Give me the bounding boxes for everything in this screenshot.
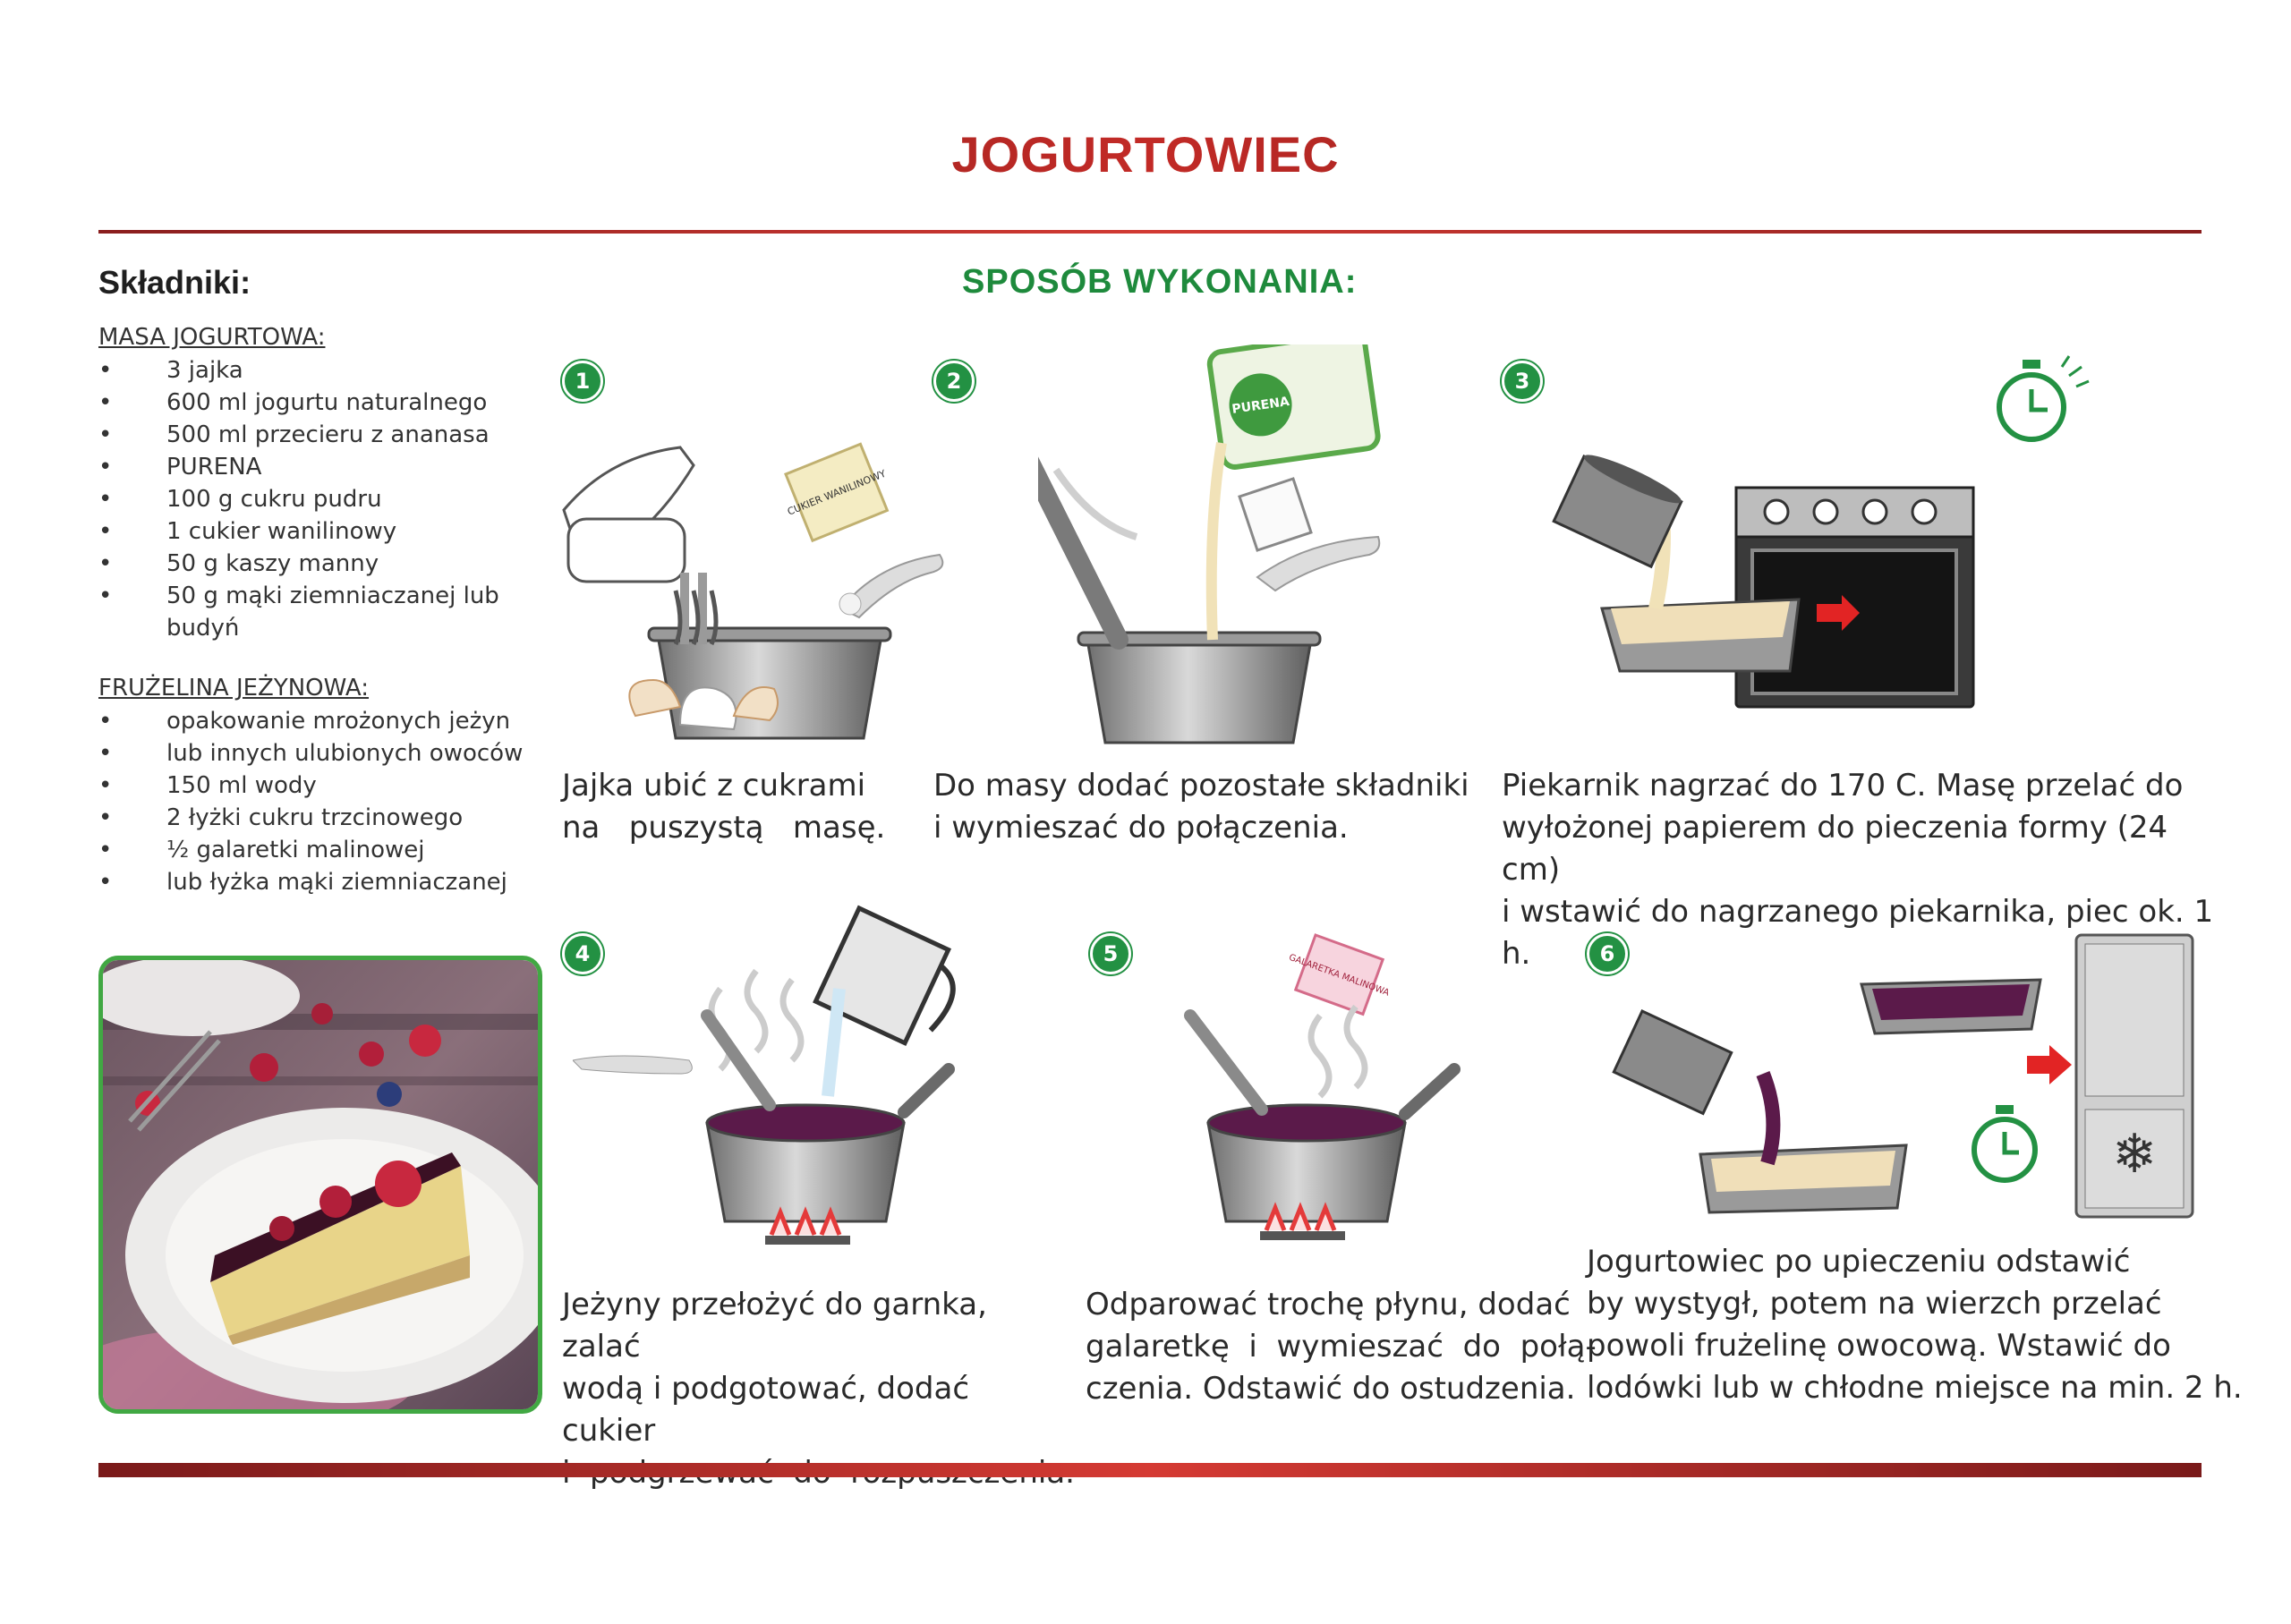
ingredient-item: • 2 łyżki cukru trzcinowego xyxy=(98,802,564,834)
arrow-icon xyxy=(2027,1045,2072,1084)
step-4-number: 4 xyxy=(562,933,603,974)
mass-section-title: MASA JOGURTOWA: xyxy=(98,324,326,351)
ingredient-item: • 500 ml przecieru z ananasa xyxy=(98,419,564,451)
snowflake-icon: ❄ xyxy=(2111,1123,2158,1186)
step-4-line: wodą i podgotować, dodać cukier xyxy=(562,1371,970,1449)
step-2-line: Do masy dodać pozostałe składniki xyxy=(933,768,1469,803)
timer-icon xyxy=(1999,356,2089,439)
step-5-line: galaretkę i wymieszać do połą- xyxy=(1086,1329,1597,1365)
step-6-number: 6 xyxy=(1587,933,1628,974)
step-1-illustration xyxy=(555,429,984,752)
page-title: JOGURTOWIEC xyxy=(0,125,2291,183)
step-2-illustration xyxy=(1038,344,1414,756)
ingredient-item: • 50 g kaszy manny xyxy=(98,548,564,580)
step-5-illustration xyxy=(1181,908,1503,1266)
ingredient-item: • 150 ml wody xyxy=(98,769,564,802)
step-3-line: Piekarnik nagrzać do 170 C. Masę przelać do xyxy=(1502,768,2184,803)
step-1-line: na puszystą masę. xyxy=(562,810,886,846)
step-2-line: i wymieszać do połączenia. xyxy=(933,810,1349,846)
step-1-line: Jajka ubić z cukrami xyxy=(562,768,866,803)
step-5-text xyxy=(1086,1284,1597,1410)
oven-icon xyxy=(1736,488,1973,707)
step-4-illustration xyxy=(573,881,1002,1257)
step-2-number: 2 xyxy=(933,361,975,402)
ingredient-item: • opakowanie mrożonych jeżyn xyxy=(98,705,564,737)
fruzelina-items xyxy=(98,705,564,898)
timer-icon xyxy=(1974,1105,2035,1180)
step-3-line: i wstawić do nagrzanego piekarnika, piec ok. 1 h. xyxy=(1502,894,2214,972)
brand-label: PURENA xyxy=(1231,394,1290,417)
step-4-line: Jeżyny przełożyć do garnka, zalać xyxy=(562,1287,987,1365)
purena-carton-icon xyxy=(1208,344,1379,469)
yogurt-cup-icon xyxy=(1239,479,1311,550)
ingredients-list xyxy=(98,324,564,898)
step-2-text xyxy=(933,765,1470,849)
title-divider xyxy=(98,230,2202,234)
step-6-line: by wystygł, potem na wierzch przelać xyxy=(1587,1286,2162,1322)
step-3-illustration xyxy=(1521,349,2094,725)
ingredient-item: • 1 cukier wanilinowy xyxy=(98,515,564,548)
step-6-text xyxy=(1587,1241,2285,1409)
ingredient-item-continued: • lub innych ulubionych owoców xyxy=(98,737,564,769)
ingredient-item: • 3 jajka xyxy=(98,354,564,387)
pouring-pot-icon xyxy=(1614,1011,1731,1113)
ingredients-heading: Składniki: xyxy=(98,264,251,301)
step-1-number: 1 xyxy=(562,361,603,402)
jelly-label: GALARETKA MALINOWA xyxy=(1287,952,1391,999)
step-5-number: 5 xyxy=(1090,933,1131,974)
ingredient-item-continued: • PURENA xyxy=(98,451,564,483)
ingredient-item: • ½ galaretki malinowej xyxy=(98,834,564,866)
step-3-number: 3 xyxy=(1502,361,1543,402)
step-6-line: Jogurtowiec po upieczeniu odstawić xyxy=(1587,1244,2131,1280)
footer-divider xyxy=(98,1463,2202,1477)
fruzelina-section-title: FRUŻELINA JEŻYNOWA: xyxy=(98,675,370,701)
vanilla-sugar-packet xyxy=(774,439,899,545)
step-6-line: lodówki lub w chłodne miejsce na min. 2 h. xyxy=(1587,1370,2243,1406)
ingredient-item: • 100 g cukru pudru xyxy=(98,483,564,515)
ingredient-item: • 600 ml jogurtu naturalnego xyxy=(98,387,564,419)
method-heading: SPOSÓB WYKONANIA: xyxy=(962,263,1358,301)
fridge-icon xyxy=(2076,935,2193,1217)
step-3-line: wyłożonej papierem do pieczenia formy (24 cm) xyxy=(1502,810,2168,888)
step-5-line: czenia. Odstawić do ostudzenia. xyxy=(1086,1371,1576,1407)
ingredient-item: • 50 g mąki ziemniaczanej lub budyń xyxy=(98,580,564,644)
cake-photo xyxy=(98,956,542,1414)
step-5-line: Odparować trochę płynu, dodać xyxy=(1086,1287,1571,1322)
step-3-text xyxy=(1502,765,2218,975)
step-6-line: powoli frużelinę owocową. Wstawić do xyxy=(1587,1328,2171,1364)
jelly-packet xyxy=(1280,929,1400,1020)
mass-items xyxy=(98,354,564,644)
vanilla-sugar-label: CUKIER WANILINOWY xyxy=(786,467,888,518)
ingredient-item-continued: • lub łyżka mąki ziemniaczanej xyxy=(98,866,564,898)
step-1-text xyxy=(562,765,938,849)
